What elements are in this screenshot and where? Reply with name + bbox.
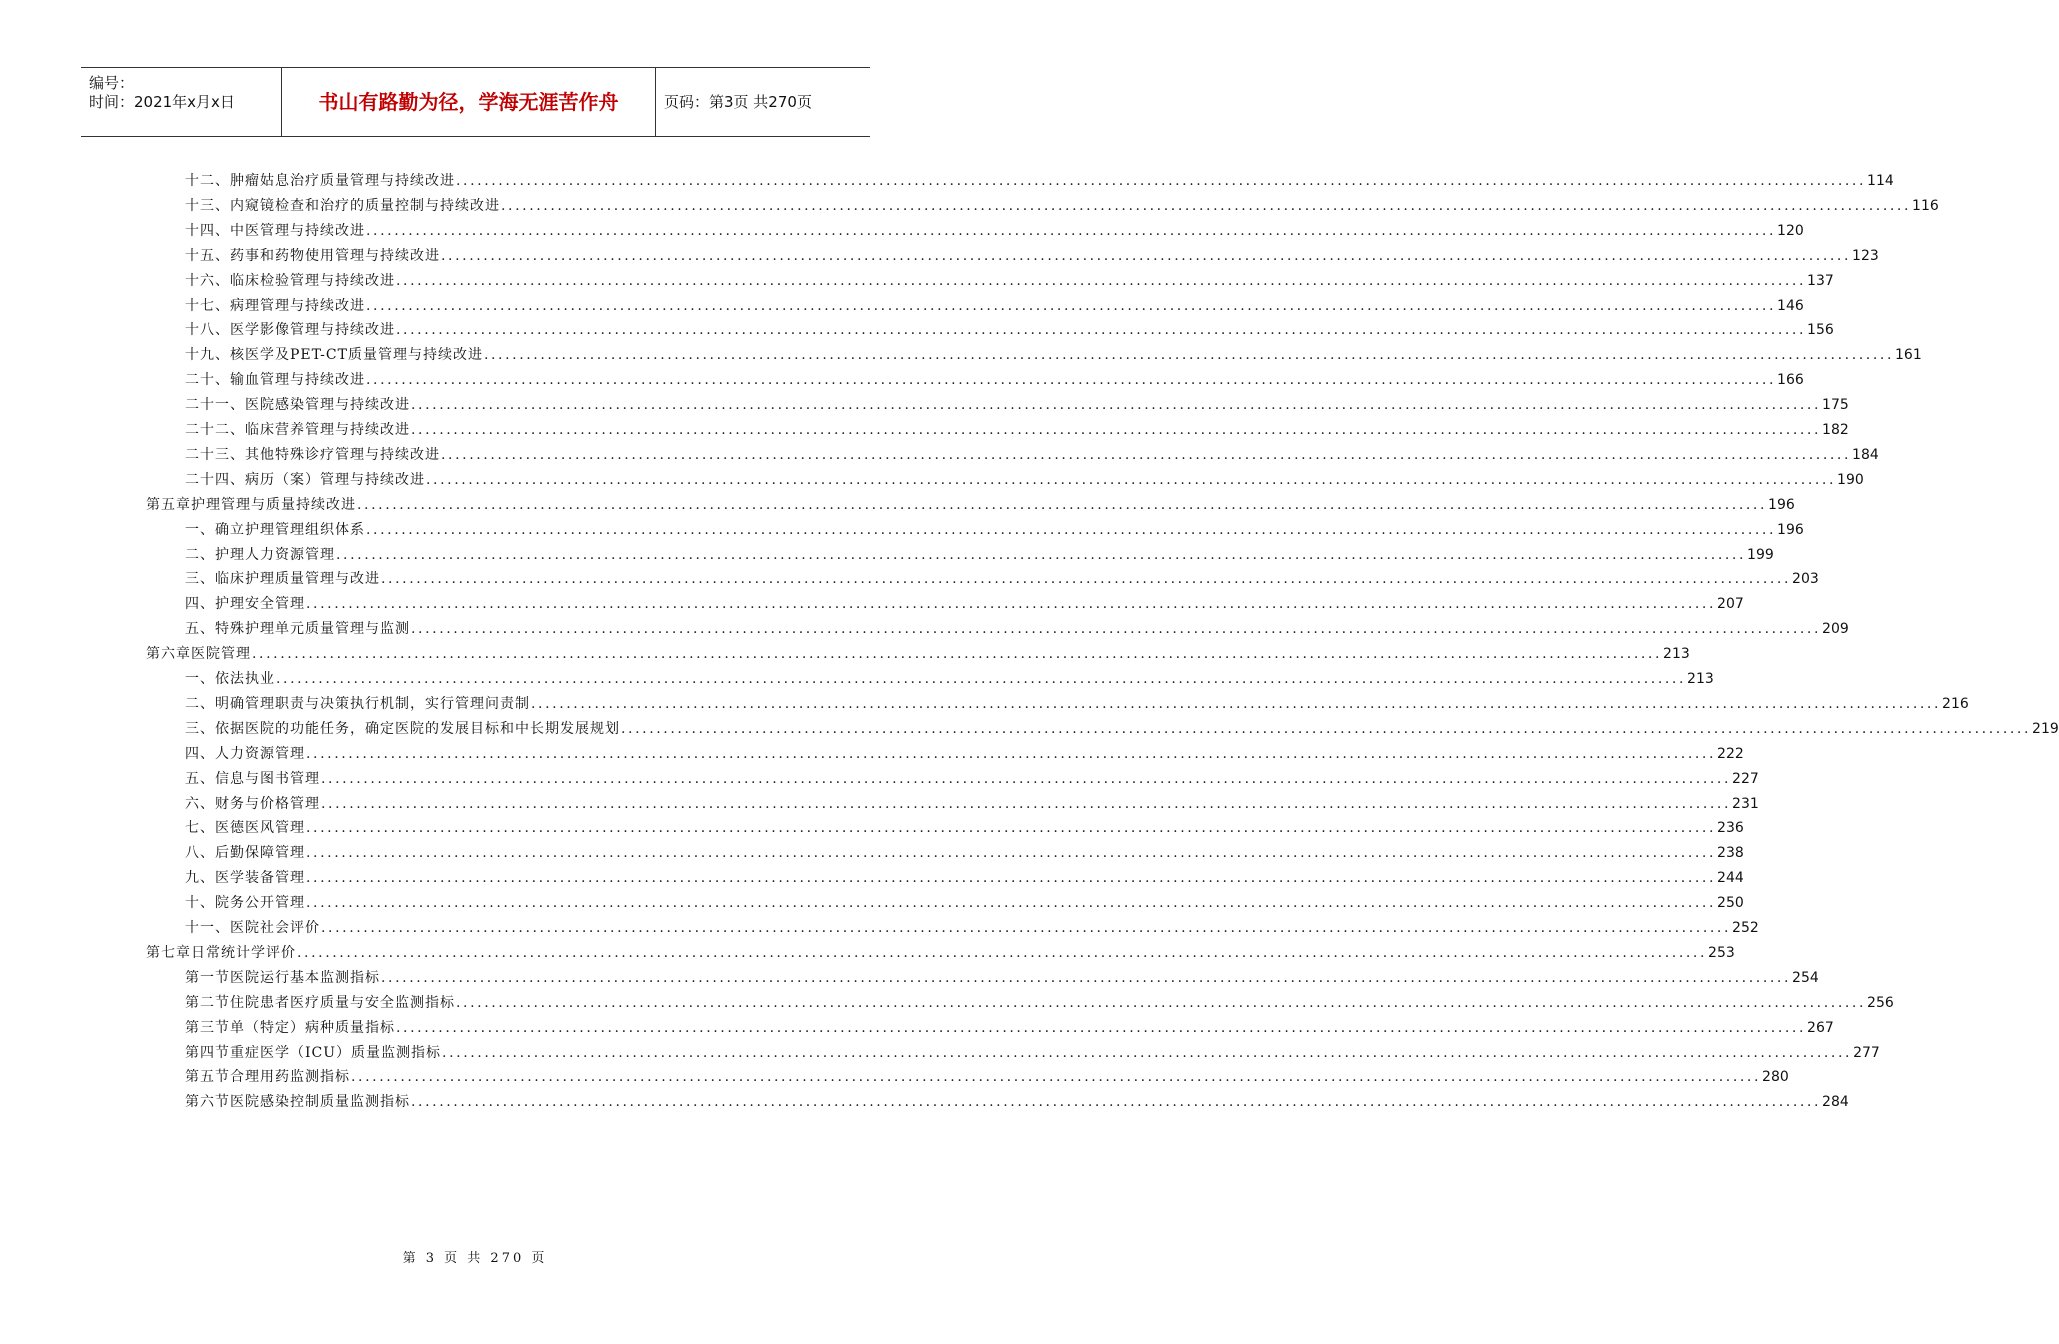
toc-entry-page: 280 (1762, 1069, 1789, 1086)
toc-dot-leader: ........................................................................................................................................................................................................ (381, 969, 1792, 986)
toc-entry-title: 二十、输血管理与持续改进 (185, 372, 365, 389)
toc-entry-page: 238 (1717, 845, 1744, 862)
toc-entry[interactable] (185, 267, 1834, 291)
toc-entry[interactable] (185, 665, 1714, 689)
toc-entry-page: 244 (1717, 870, 1744, 887)
toc-entry-title: 二十二、临床营养管理与持续改进 (185, 422, 410, 438)
toc-dot-leader: ........................................................................................................................................................................................................ (276, 671, 1687, 687)
toc-dot-leader: ........................................................................................................................................................................................................ (396, 1019, 1807, 1036)
toc-dot-leader: ........................................................................................................................................................................................................ (321, 770, 1732, 787)
header-number-label: 编号： (89, 74, 135, 92)
toc-entry[interactable] (185, 391, 1849, 415)
toc-entry[interactable] (185, 292, 1804, 316)
toc-dot-leader: ........................................................................................................................................................................................................ (483, 347, 1894, 364)
toc-entry-title: 第六节医院感染控制质量监测指标 (185, 1094, 410, 1111)
toc-dot-leader: ........................................................................................................................................................................................................ (411, 1094, 1822, 1111)
toc-dot-leader: ........................................................................................................................................................................................................ (366, 297, 1777, 314)
toc-entry-title: 第六章医院管理 (146, 646, 251, 663)
toc-entry-title: 十五、药事和药物使用管理与持续改进 (185, 247, 440, 264)
toc-entry-title: 第五章护理管理与质量持续改进 (146, 496, 356, 513)
page-footer: 第 3 页 共 270 页 (402, 1251, 548, 1266)
toc-entry[interactable] (146, 640, 1690, 664)
toc-dot-leader: ........................................................................................................................................................................................................ (396, 322, 1807, 339)
toc-entry[interactable] (185, 914, 1759, 938)
toc-entry-page: 216 (1942, 695, 1969, 712)
toc-entry-page: 114 (1867, 173, 1894, 189)
toc-entry-page: 253 (1708, 944, 1735, 961)
toc-entry-page: 284 (1822, 1094, 1849, 1111)
toc-entry-page: 203 (1792, 571, 1819, 588)
toc-dot-leader: ........................................................................................................................................................................................................ (501, 197, 1912, 214)
toc-entry-title: 十、院务公开管理 (185, 895, 305, 912)
toc-dot-leader: ........................................................................................................................................................................................................ (411, 621, 1822, 638)
header-page-info: 页码：第3页 共270页 (664, 93, 812, 111)
toc-entry[interactable] (185, 242, 1879, 266)
toc-entry-title: 二十四、病历（案）管理与持续改进 (185, 471, 425, 488)
toc-entry-title: 十二、肿瘤姑息治疗质量管理与持续改进 (185, 173, 455, 189)
toc-entry-title: 十四、中医管理与持续改进 (185, 222, 365, 239)
toc-entry-page: 256 (1867, 994, 1894, 1011)
toc-entry[interactable] (185, 615, 1849, 639)
page-header (81, 67, 870, 137)
toc-entry-title: 一、确立护理管理组织体系 (185, 521, 365, 538)
toc-dot-leader: ........................................................................................................................................................................................................ (456, 994, 1867, 1011)
toc-entry[interactable] (185, 316, 1834, 340)
toc-dot-leader: ........................................................................................................................................................................................................ (441, 446, 1852, 463)
toc-entry-title: 一、依法执业 (185, 671, 275, 687)
toc-dot-leader: ........................................................................................................................................................................................................ (381, 571, 1792, 588)
header-meta-cell (81, 68, 281, 136)
toc-entry[interactable] (185, 690, 1969, 714)
toc-dot-leader: ........................................................................................................................................................................................................ (351, 1069, 1762, 1086)
toc-entry-title: 十九、核医学及PET-CT质量管理与持续改进 (185, 347, 483, 364)
toc-dot-leader: ........................................................................................................................................................................................................ (442, 1044, 1853, 1061)
toc-dot-leader: ........................................................................................................................................................................................................ (426, 471, 1837, 488)
toc-entry-page: 196 (1777, 521, 1804, 538)
toc-dot-leader: ........................................................................................................................................................................................................ (357, 496, 1768, 513)
toc-entry-title: 八、后勤保障管理 (185, 845, 305, 862)
toc-entry-page: 222 (1717, 745, 1744, 762)
toc-dot-leader: ........................................................................................................................................................................................................ (306, 820, 1717, 837)
toc-entry-page: 175 (1822, 397, 1849, 414)
toc-entry-title: 第七章日常统计学评价 (146, 944, 296, 961)
toc-entry-title: 十七、病理管理与持续改进 (185, 297, 365, 314)
header-date-label: 时间：2021年x月x日 (89, 93, 235, 111)
toc-entry[interactable] (185, 416, 1849, 440)
toc-entry[interactable] (185, 790, 1759, 814)
toc-entry-page: 137 (1807, 272, 1834, 289)
toc-entry-page: 231 (1732, 795, 1759, 812)
toc-entry[interactable] (185, 341, 1922, 365)
toc-dot-leader: ........................................................................................................................................................................................................ (336, 546, 1747, 563)
toc-entry-title: 第四节重症医学（ICU）质量监测指标 (185, 1044, 442, 1061)
toc-entry-page: 250 (1717, 895, 1744, 912)
toc-entry-title: 第三节单（特定）病种质量指标 (185, 1019, 395, 1036)
toc-dot-leader: ........................................................................................................................................................................................................ (306, 845, 1717, 862)
toc-dot-leader: ........................................................................................................................................................................................................ (306, 895, 1717, 912)
toc-entry[interactable] (185, 814, 1744, 838)
toc-dot-leader: ........................................................................................................................................................................................................ (306, 745, 1717, 762)
toc-dot-leader: ........................................................................................................................................................................................................ (306, 596, 1717, 613)
toc-entry-title: 三、临床护理质量管理与改进 (185, 571, 380, 588)
toc-entry[interactable] (185, 765, 1759, 789)
toc-entry[interactable] (185, 466, 1864, 490)
toc-dot-leader: ........................................................................................................................................................................................................ (456, 173, 1867, 189)
toc-entry-title: 十三、内窥镜检查和治疗的质量控制与持续改进 (185, 197, 500, 214)
toc-entry-title: 五、信息与图书管理 (185, 770, 320, 787)
toc-entry-title: 十六、临床检验管理与持续改进 (185, 272, 395, 289)
toc-entry-page: 267 (1807, 1019, 1834, 1036)
toc-dot-leader: ........................................................................................................................................................................................................ (252, 646, 1663, 663)
toc-dot-leader: ........................................................................................................................................................................................................ (297, 944, 1708, 961)
toc-dot-leader: ........................................................................................................................................................................................................ (321, 920, 1732, 936)
toc-entry-page: 227 (1732, 770, 1759, 787)
toc-entry-page: 182 (1822, 422, 1849, 438)
toc-entry-page: 116 (1912, 197, 1939, 214)
toc-entry-page: 209 (1822, 621, 1849, 638)
toc-entry-page: 254 (1792, 969, 1819, 986)
toc-entry-page: 213 (1687, 671, 1714, 687)
toc-entry[interactable] (185, 964, 1819, 988)
toc-entry[interactable] (185, 889, 1744, 913)
toc-entry-title: 四、人力资源管理 (185, 745, 305, 762)
toc-entry-page: 199 (1747, 546, 1774, 563)
toc-dot-leader: ........................................................................................................................................................................................................ (411, 397, 1822, 414)
toc-entry[interactable] (185, 1063, 1789, 1087)
toc-entry[interactable] (185, 1088, 1849, 1112)
toc-entry-title: 十八、医学影像管理与持续改进 (185, 322, 395, 339)
toc-entry-page: 123 (1852, 247, 1879, 264)
toc-entry-title: 五、特殊护理单元质量管理与监测 (185, 621, 410, 638)
toc-dot-leader: ........................................................................................................................................................................................................ (396, 272, 1807, 289)
toc-dot-leader: ........................................................................................................................................................................................................ (621, 720, 2032, 737)
toc-entry[interactable] (185, 864, 1744, 888)
header-motto: 书山有路勤为径，学海无涯苦作舟 (281, 68, 656, 136)
toc-entry[interactable] (185, 1014, 1834, 1038)
toc-dot-leader: ........................................................................................................................................................................................................ (531, 695, 1942, 712)
toc-entry-title: 十一、医院社会评价 (185, 920, 320, 936)
toc-entry-title: 二、明确管理职责与决策执行机制，实行管理问责制 (185, 695, 530, 712)
toc-entry-title: 二、护理人力资源管理 (185, 546, 335, 563)
toc-entry-page: 120 (1777, 222, 1804, 239)
toc-entry-title: 九、医学装备管理 (185, 870, 305, 887)
toc-entry-page: 166 (1777, 372, 1804, 389)
toc-entry-page: 277 (1853, 1044, 1880, 1061)
toc-entry[interactable] (185, 366, 1804, 390)
toc-entry-title: 四、护理安全管理 (185, 596, 305, 613)
toc-entry-title: 六、财务与价格管理 (185, 795, 320, 812)
toc-entry-page: 146 (1777, 297, 1804, 314)
toc-dot-leader: ........................................................................................................................................................................................................ (366, 521, 1777, 538)
toc-entry-title: 第五节合理用药监测指标 (185, 1069, 350, 1086)
toc-entry-title: 二十一、医院感染管理与持续改进 (185, 397, 410, 414)
toc-entry-title: 第一节医院运行基本监测指标 (185, 969, 380, 986)
toc-entry[interactable] (185, 839, 1744, 863)
toc-entry-title: 二十三、其他特殊诊疗管理与持续改进 (185, 446, 440, 463)
toc-entry-page: 196 (1768, 496, 1795, 513)
toc-entry[interactable] (185, 192, 1939, 216)
toc-entry[interactable] (185, 590, 1744, 614)
toc-entry-page: 207 (1717, 596, 1744, 613)
toc-dot-leader: ........................................................................................................................................................................................................ (306, 870, 1717, 887)
toc-entry-page: 213 (1663, 646, 1690, 663)
toc-entry-page: 156 (1807, 322, 1834, 339)
toc-entry[interactable] (185, 715, 2059, 739)
toc-entry[interactable] (185, 1039, 1880, 1063)
toc-entry-title: 三、依据医院的功能任务，确定医院的发展目标和中长期发展规划 (185, 720, 620, 737)
toc-entry-page: 190 (1837, 471, 1864, 488)
toc-dot-leader: ........................................................................................................................................................................................................ (366, 222, 1777, 239)
toc-entry-title: 七、医德医风管理 (185, 820, 305, 837)
toc-entry[interactable] (185, 516, 1804, 540)
toc-entry-page: 219 (2032, 720, 2059, 737)
toc-entry-page: 252 (1732, 920, 1759, 936)
toc-entry[interactable] (185, 565, 1819, 589)
toc-entry-page: 236 (1717, 820, 1744, 837)
toc-entry[interactable] (185, 541, 1774, 565)
toc-dot-leader: ........................................................................................................................................................................................................ (411, 422, 1822, 438)
toc-entry[interactable] (185, 441, 1879, 465)
toc-entry[interactable] (185, 989, 1894, 1013)
toc-entry[interactable] (146, 491, 1795, 515)
toc-entry[interactable] (185, 167, 1894, 191)
toc-dot-leader: ........................................................................................................................................................................................................ (441, 247, 1852, 264)
toc-dot-leader: ........................................................................................................................................................................................................ (321, 795, 1732, 812)
toc-entry[interactable] (146, 939, 1735, 963)
toc-entry[interactable] (185, 740, 1744, 764)
toc-entry-page: 184 (1852, 446, 1879, 463)
toc-dot-leader: ........................................................................................................................................................................................................ (366, 372, 1777, 389)
toc-entry-title: 第二节住院患者医疗质量与安全监测指标 (185, 994, 455, 1011)
toc-entry[interactable] (185, 217, 1804, 241)
toc-entry-page: 161 (1895, 347, 1922, 364)
